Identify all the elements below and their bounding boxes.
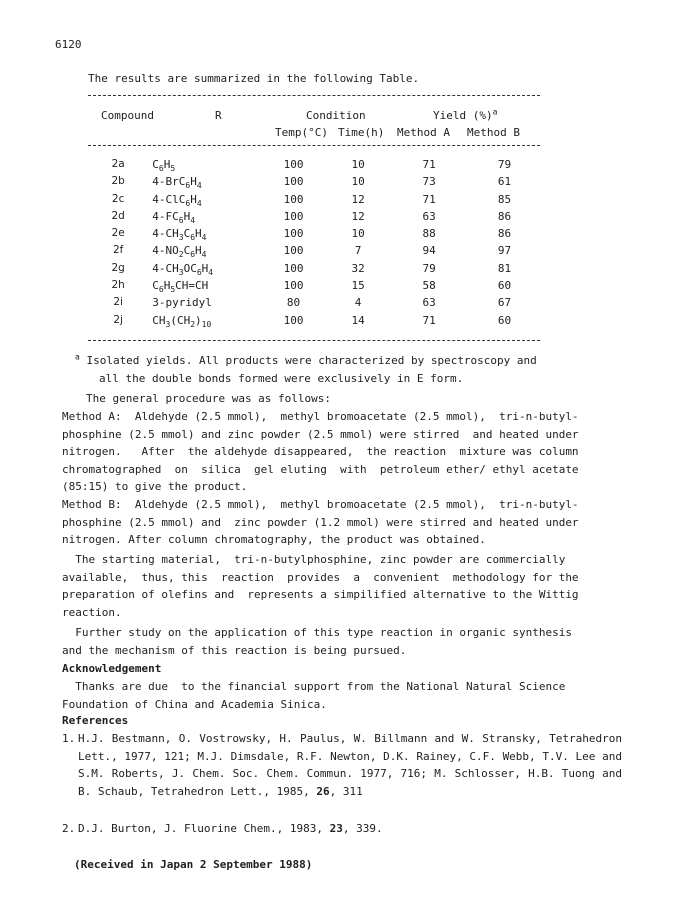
table-header-rule xyxy=(88,145,540,146)
header-condition: Condition xyxy=(306,109,366,122)
table-row xyxy=(88,173,540,190)
substituent-cell: $4-ClC_6H_4$ xyxy=(152,192,202,208)
reference-1-text: H.J. Bestmann, O. Vostrowsky, H. Paulus, W. Billmann and W. Stransky, Tetrahedron Lett., 1977, 121; M.J. Dimsdale, R.F. Newton, D.K. Rainey, C.F. Webb, T.V. Lee and S.M. Roberts, J. Chem. Soc. Chem. Commun. 1977, 716; M. Schlosser, H.B. Tuong and B. Schaub, Tetrahedron Lett., 1985, 26, 311 xyxy=(78,732,622,798)
method-b-line: Method B: Aldehyde (2.5 mmol), methyl bromoacetate (2.5 mmol), tri-n-butyl- xyxy=(62,498,579,511)
starting-material-paragraph xyxy=(62,551,622,621)
temperature-cell: 100 xyxy=(283,313,304,327)
substituent-cell: 3-pyridyl xyxy=(152,296,212,310)
reference-2 xyxy=(62,820,622,838)
substituent-cell: $4-NO_2C_6H_4$ xyxy=(152,244,207,260)
yield-method-b-cell: 61 xyxy=(497,175,512,189)
yield-method-a-cell: 63 xyxy=(422,209,436,223)
method-a-line: phosphine (2.5 mmol) and zinc powder (2.5 mmol) were stirred and heated under xyxy=(62,427,579,441)
results-table xyxy=(88,156,540,329)
header-temp: Temp(°C) xyxy=(275,126,328,139)
table-row xyxy=(88,260,540,277)
reference-1 xyxy=(62,730,622,800)
yield-method-a-cell: 63 xyxy=(422,296,436,310)
compound-cell: 2a xyxy=(111,158,125,170)
yield-method-a-cell: 71 xyxy=(422,313,436,327)
reference-2-number: 2. xyxy=(62,822,76,835)
footnote-mark: a xyxy=(75,352,80,362)
compound-cell: 2g xyxy=(111,261,125,274)
substituent-cell: $4-BrC_6H_4$ xyxy=(152,175,202,191)
references-heading: References xyxy=(62,714,129,727)
compound-cell: 2e xyxy=(111,227,125,240)
page-number: 6120 xyxy=(55,38,82,51)
yield-method-a-cell: 73 xyxy=(422,175,436,189)
time-cell: 14 xyxy=(351,313,365,327)
further-study-line: Further study on the application of this type reaction in organic synthesis xyxy=(62,626,572,639)
further-study-line: and the mechanism of this reaction is being pursued. xyxy=(62,643,407,657)
header-yield: Yield (%)$^a$ xyxy=(433,107,498,122)
method-a-line: Method A: Aldehyde (2.5 mmol), methyl bromoacetate (2.5 mmol), tri-n-butyl- xyxy=(62,410,579,423)
temperature-cell: 100 xyxy=(283,209,304,223)
substituent-cell: $4-CH_3OC_6H_4$ xyxy=(152,261,214,277)
time-cell: 10 xyxy=(351,158,365,171)
yield-method-a-cell: 58 xyxy=(422,279,436,293)
table-row xyxy=(88,225,540,242)
yield-method-b-cell: 81 xyxy=(497,261,512,275)
time-cell: 10 xyxy=(351,175,365,189)
header-time: Time(h) xyxy=(338,126,385,139)
further-study-paragraph xyxy=(62,624,622,659)
reference-1-number: 1. xyxy=(62,732,76,745)
time-cell: 15 xyxy=(351,279,365,293)
header-compound: Compound xyxy=(101,109,154,122)
starting-material-line: The starting material, tri-n-butylphosphine, zinc powder are commercially xyxy=(62,553,566,566)
starting-material-line: reaction. xyxy=(62,605,122,619)
method-b-paragraph xyxy=(62,496,622,549)
table-bottom-rule xyxy=(88,340,540,341)
header-r: R xyxy=(215,109,222,122)
temperature-cell: 100 xyxy=(283,261,304,275)
temperature-cell: 100 xyxy=(283,244,304,258)
table-row xyxy=(88,208,540,225)
temperature-cell: 100 xyxy=(283,227,304,241)
substituent-cell: $CH_3(CH_2)_{10}$ xyxy=(152,313,212,329)
yield-method-b-cell: 86 xyxy=(497,227,512,241)
reference-2-text: D.J. Burton, J. Fluorine Chem., 1983, 23, 339. xyxy=(78,822,383,835)
table-row xyxy=(88,191,540,208)
yield-method-b-cell: 60 xyxy=(497,279,512,293)
header-method-b: Method B xyxy=(467,126,520,139)
table-top-rule xyxy=(88,95,540,96)
method-a-line: chromatographed on silica gel eluting with petroleum ether/ ethyl acetate xyxy=(62,462,579,476)
time-cell: 32 xyxy=(351,261,365,275)
acknowledgement-paragraph xyxy=(62,678,622,713)
compound-cell: 2i xyxy=(113,296,123,309)
general-procedure: The general procedure was as follows: xyxy=(86,392,332,405)
yield-method-b-cell: 60 xyxy=(497,313,512,327)
starting-material-line: available, thus, this reaction provides a convenient methodology for the xyxy=(62,570,579,584)
substituent-cell: $C_6H_5CH=CH$ xyxy=(152,279,209,295)
yield-method-b-cell: 86 xyxy=(497,209,512,223)
header-method-a: Method A xyxy=(397,126,450,139)
substituent-cell: $4-CH_3C_6H_4$ xyxy=(152,227,207,243)
table-row xyxy=(88,277,540,294)
yield-method-a-cell: 94 xyxy=(422,244,436,258)
received-date: (Received in Japan 2 September 1988) xyxy=(74,858,313,871)
yield-method-a-cell: 71 xyxy=(422,158,436,171)
temperature-cell: 100 xyxy=(283,175,304,189)
method-b-line: nitrogen. After column chromatography, the product was obtained. xyxy=(62,533,486,547)
acknowledgement-line: Thanks are due to the financial support from the National Natural Science xyxy=(62,680,566,693)
substituent-cell: $C_6H_5$ xyxy=(152,158,176,174)
compound-cell: 2c xyxy=(111,192,125,205)
method-a-line: nitrogen. After the aldehyde disappeared, the reaction mixture was column xyxy=(62,445,579,459)
compound-cell: 2d xyxy=(111,209,125,222)
time-cell: 4 xyxy=(354,296,362,310)
yield-method-a-cell: 88 xyxy=(422,227,436,241)
time-cell: 10 xyxy=(351,227,365,241)
yield-method-a-cell: 71 xyxy=(422,192,436,206)
time-cell: 12 xyxy=(351,209,365,223)
table-footnote: $^a$ Isolated yields. All products were characterized by spectroscopy and all the double bonds formed were exclusively in E form. xyxy=(75,352,537,385)
method-b-line: phosphine (2.5 mmol) and zinc powder (1.2 mmol) were stirred and heated under xyxy=(62,515,579,529)
time-cell: 7 xyxy=(354,244,362,258)
table-row xyxy=(88,294,540,311)
temperature-cell: 100 xyxy=(283,192,304,206)
temperature-cell: 100 xyxy=(283,158,304,171)
method-a-line: (85:15) to give the product. xyxy=(62,480,248,494)
compound-cell: 2j xyxy=(113,313,123,326)
temperature-cell: 80 xyxy=(286,296,301,310)
method-a-paragraph xyxy=(62,408,622,496)
temperature-cell: 100 xyxy=(283,279,304,293)
acknowledgement-line: Foundation of China and Academia Sinica. xyxy=(62,697,327,711)
substituent-cell: $4-FC_6H_4$ xyxy=(152,209,196,226)
table-row xyxy=(88,156,540,173)
yield-method-a-cell: 79 xyxy=(422,261,436,275)
yield-method-b-cell: 85 xyxy=(497,192,512,206)
compound-cell: 2f xyxy=(112,244,124,257)
starting-material-line: preparation of olefins and represents a simpilified alternative to the Wittig xyxy=(62,588,579,602)
acknowledgement-heading: Acknowledgement xyxy=(62,662,162,675)
intro-sentence: The results are summarized in the following Table. xyxy=(88,72,420,85)
yield-method-b-cell: 79 xyxy=(497,158,512,171)
compound-cell: 2b xyxy=(111,175,125,188)
yield-method-b-cell: 67 xyxy=(497,296,512,310)
table-row xyxy=(88,312,540,329)
compound-cell: 2h xyxy=(111,279,125,292)
yield-method-b-cell: 97 xyxy=(497,244,512,258)
time-cell: 12 xyxy=(351,192,365,206)
table-row xyxy=(88,242,540,259)
